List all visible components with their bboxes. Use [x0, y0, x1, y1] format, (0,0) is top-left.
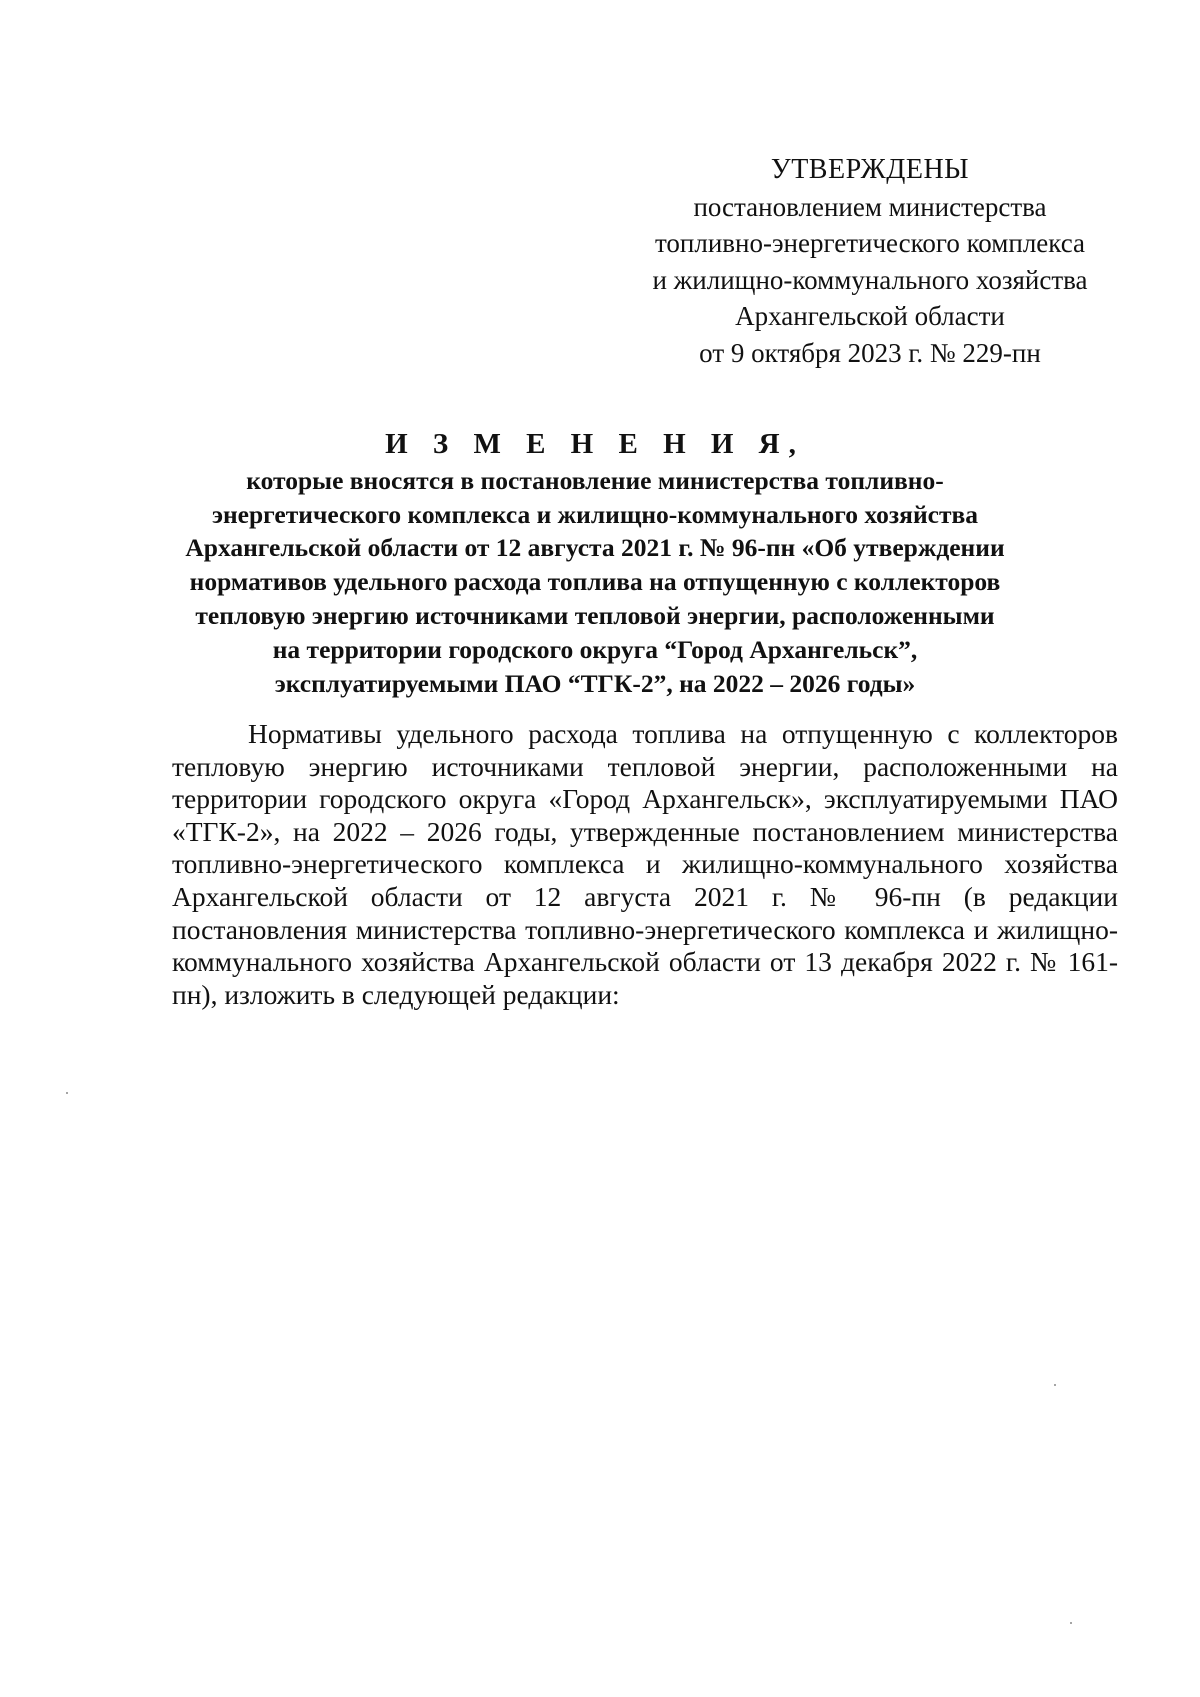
heading-title: И З М Е Н Е Н И Я, — [385, 428, 805, 460]
scan-speck — [1070, 1622, 1072, 1624]
heading-line-2: энергетического комплекса и жилищно-коммунального хозяйства — [211, 499, 979, 529]
scan-speck — [66, 1092, 68, 1094]
heading-line-7: эксплуатируемыми ПАО “ТГК-2”, на 2022 – 2026 годы» — [274, 668, 916, 698]
heading-line-5: тепловую энергию источниками тепловой энергии, расположенными — [195, 600, 995, 630]
approval-line-6: от 9 октября 2023 г. № 229-пн — [699, 337, 1041, 368]
heading-line-6: на территории городского округа “Город Архангельск”, — [272, 634, 918, 664]
heading-line-1: которые вносятся в постановление министерства топливно- — [246, 465, 944, 495]
approval-line-4: и жилищно-коммунального хозяйства — [652, 264, 1088, 295]
approval-block — [600, 152, 1140, 371]
heading-line-3: Архангельской области от 12 августа 2021 г. № 96-пн «Об утверждении — [185, 533, 1005, 563]
approval-line-5: Архангельской области — [735, 301, 1005, 331]
body-paragraph: Нормативы удельного расхода топлива на отпущенную с коллекторов тепловую энергию источниками тепловой энергии, расположенными на территории городского округа «Город Архангельск», эксплуатируемыми ПАО «ТГК-2», на 2022 – 2026 годы, утвержденные постановлением министерства топливно-энергетического комплекса и жилищно-коммунального хозяйства Архангельской области от 12 августа 2021 г. № 96-пн (в редакции постановления министерства топливно-энергетического комплекса и жилищно-коммунального хозяйства Архангельской области от 13 декабря 2022 г. № 161-пн), изложить в следующей редакции: — [172, 718, 1118, 1010]
approval-line-2: постановлением министерства — [693, 191, 1047, 222]
document-heading — [155, 428, 1035, 700]
approval-line-3: топливно-энергетического комплекса — [654, 228, 1086, 258]
heading-line-4: нормативов удельного расхода топлива на отпущенную с коллекторов — [189, 567, 1001, 597]
approval-title: УТВЕРЖДЕНЫ — [770, 154, 970, 185]
scan-speck — [1054, 1384, 1056, 1386]
